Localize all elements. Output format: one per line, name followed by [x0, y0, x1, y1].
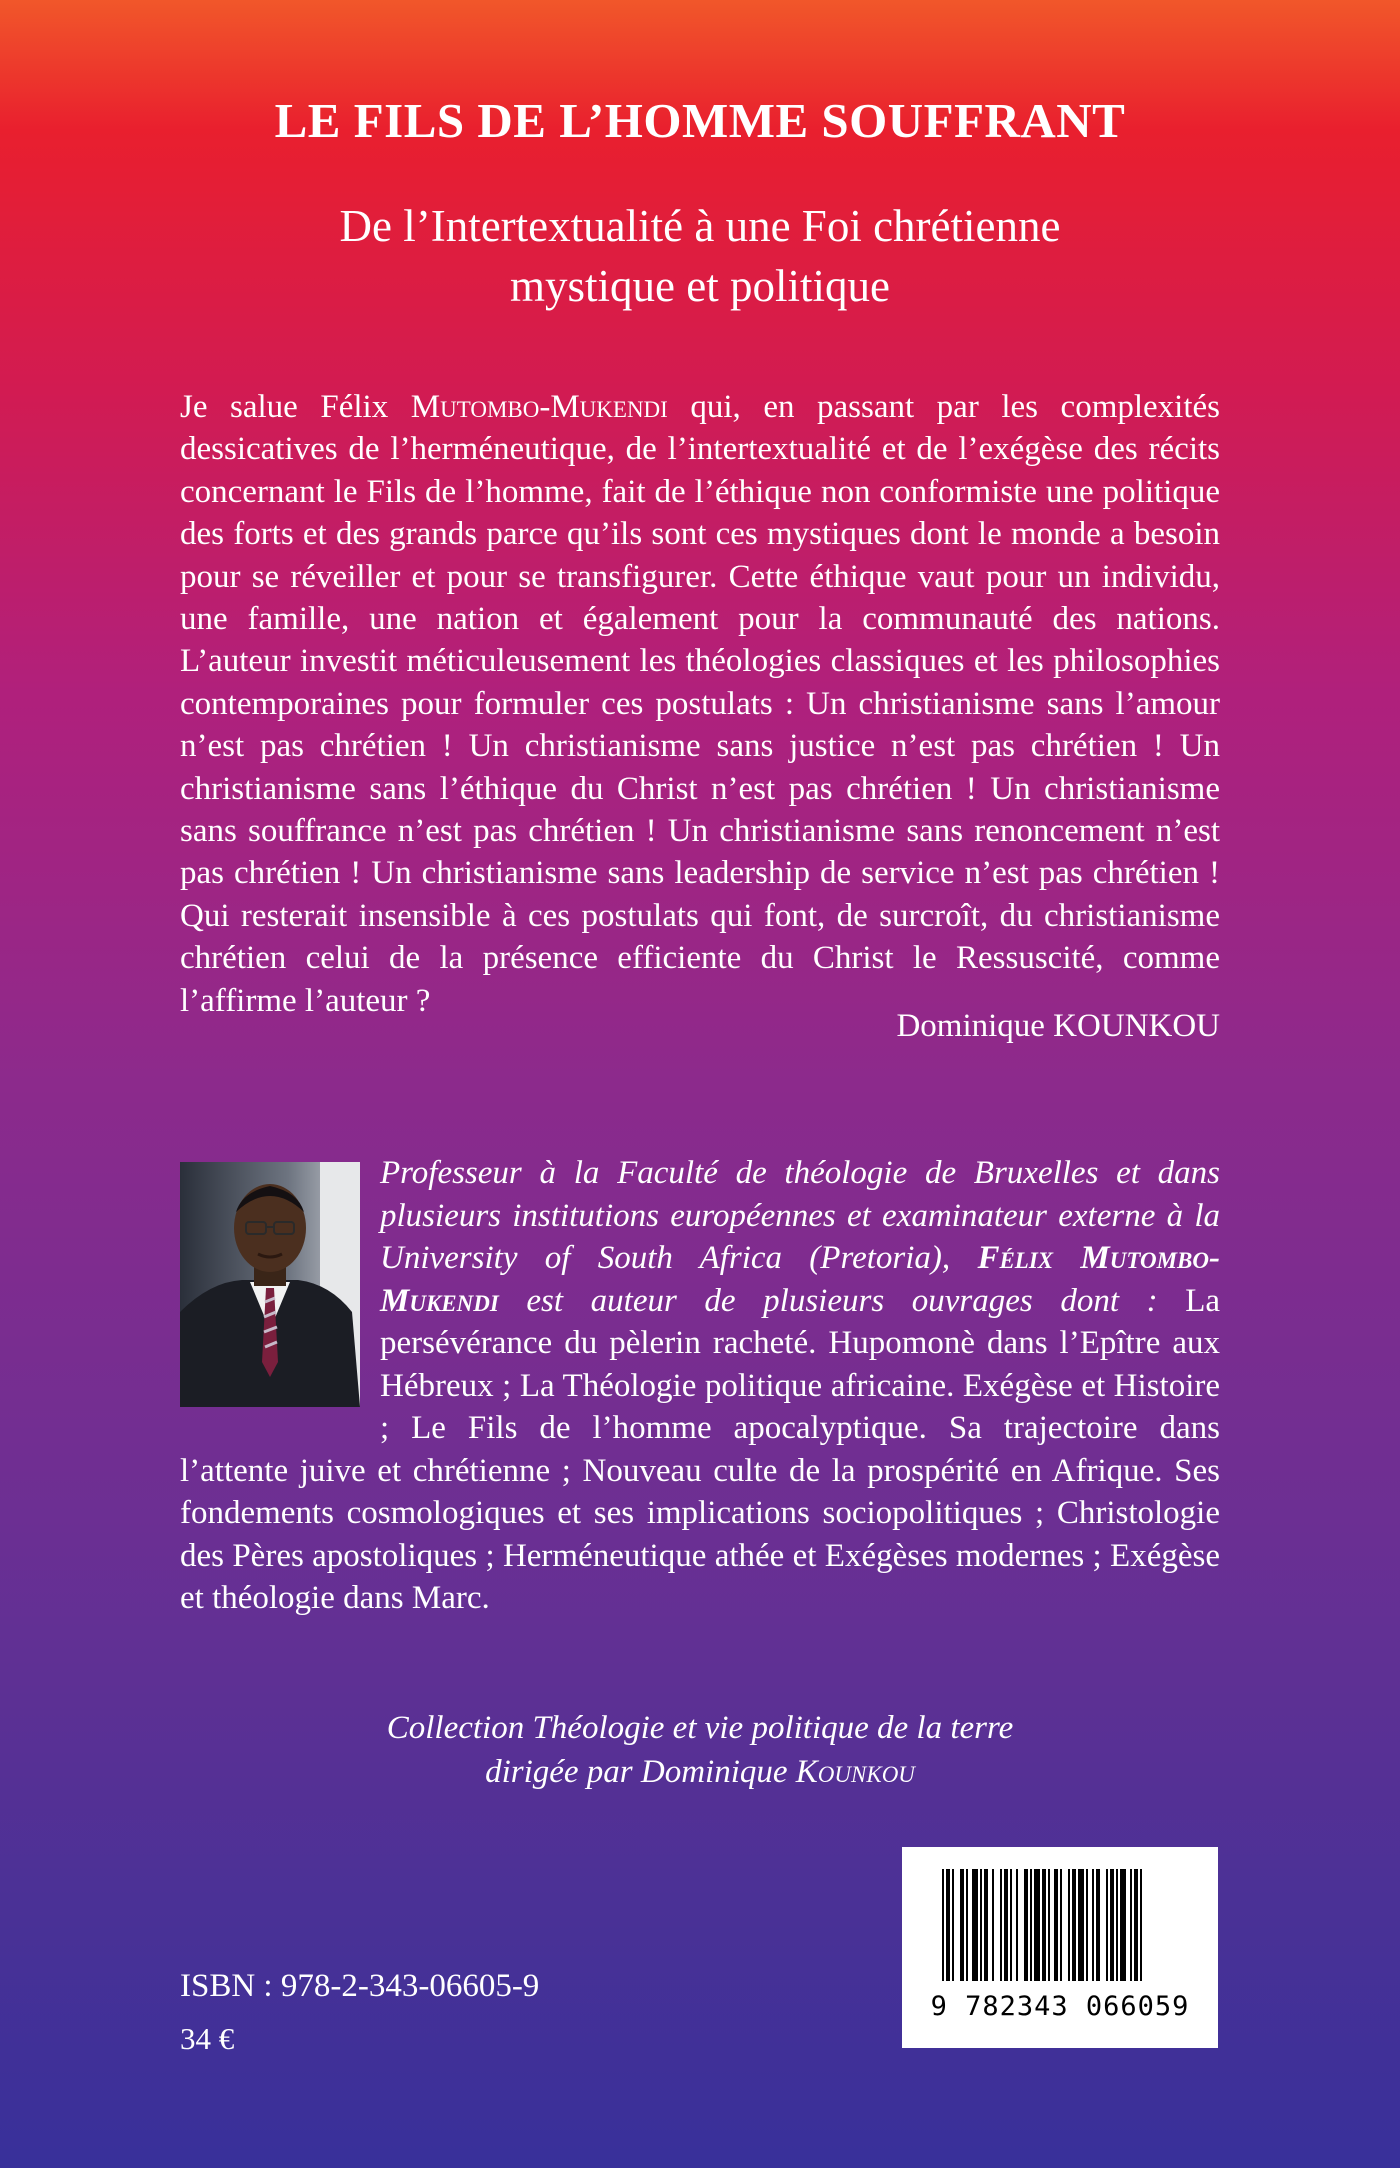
barcode-bar	[1092, 1869, 1094, 1981]
collection-info	[0, 1706, 1400, 1794]
barcode	[902, 1847, 1218, 2048]
barcode-bar	[980, 1869, 982, 1981]
barcode-bar	[1042, 1869, 1046, 1981]
barcode-bar	[1140, 1869, 1142, 1981]
barcode-bar	[1024, 1869, 1028, 1981]
blurb-body: qui, en passant par les complexités dessicatives de l’herméneutique, de l’intertextualité et de l’exégèse des récits concernant le Fils de l’homme, fait de l’éthique non conformiste une politique des forts et des grands parce qu’ils sont ces mystiques dont le monde a besoin pour se réveiller et pour se transfigurer. Cette éthique vaut pour un individu, une famille, une nation et également pour la communauté des nations. L’auteur investit méticuleusement les théologies classiques et les philosophies contemporaines pour formuler ces postulats : Un christianisme sans l’amour n’est pas chrétien ! Un christianisme sans justice n’est pas chrétien ! Un christianisme sans l’éthique du Christ n’est pas chrétien ! Un christianisme sans souffrance n’est pas chrétien ! Un christianisme sans renoncement n’est pas chrétien ! Un christianisme sans leadership de service n’est pas chrétien ! Qui resterait insensible à ces postulats qui font, de surcroît, du christianisme chrétien celui de la présence efficiente du Christ le Ressuscité, comme l’affirme l’auteur ?	[180, 389, 1220, 1019]
subtitle-line-1: De l’Intertextualité à une Foi chrétienne	[339, 201, 1061, 251]
barcode-bar	[946, 1869, 950, 1981]
bio-works-list: La persévérance du pèlerin racheté. Hupomonè dans l’Epître aux Hébreux ; La Théologie politique africaine. Exégèse et Histoire ; Le Fils de l’homme apocalyptique. Sa trajectoire dans l’attente juive et chrétienne ; Nouveau culte de la prospérité en Afrique. Ses fondements cosmologiques et ses implications sociopolitiques ; Christologie des Pères apostoliques ; Herméneutique athée et Exégèses modernes ; Exégèse et théologie dans Marc.	[180, 1282, 1220, 1616]
barcode-bar	[1072, 1869, 1076, 1981]
barcode-bars	[902, 1847, 1218, 1997]
barcode-bar	[1086, 1869, 1088, 1981]
book-title: LE FILS DE L’HOMME SOUFFRANT	[274, 93, 1126, 148]
bio-intro: Professeur à la Faculté de théologie de Bruxelles et dans plusieurs institutions européennes et examinateur externe à la University of South Africa (Pretoria),	[380, 1155, 1220, 1276]
barcode-bar	[1000, 1869, 1002, 1981]
bio-author-name: Félix Mutombo-Mukendi	[380, 1240, 1220, 1319]
barcode-bar	[1060, 1869, 1062, 1981]
barcode-bar	[1054, 1869, 1058, 1981]
barcode-bar	[1010, 1869, 1012, 1981]
back-cover-blurb	[180, 386, 1220, 1022]
barcode-bar	[984, 1869, 988, 1981]
barcode-bar	[1130, 1869, 1132, 1981]
collection-name: Collection Théologie et vie politique de la terre	[386, 1710, 1014, 1746]
blurb-signature: Dominique KOUNKOU	[896, 1008, 1220, 1044]
barcode-bar	[1106, 1869, 1108, 1981]
barcode-bar	[1030, 1869, 1032, 1981]
blurb-intro: Je salue Félix	[180, 389, 411, 425]
author-biography	[180, 1152, 1220, 1620]
book-subtitle	[0, 196, 1400, 316]
barcode-bar	[972, 1869, 978, 1981]
barcode-bar	[966, 1869, 968, 1981]
barcode-bar	[1078, 1869, 1084, 1981]
barcode-digits: 9 782343 066059	[930, 1991, 1190, 2022]
barcode-bar	[960, 1869, 964, 1981]
barcode-bar	[1034, 1869, 1040, 1981]
barcode-bar	[1016, 1869, 1018, 1981]
subtitle-line-2: mystique et politique	[510, 261, 890, 311]
barcode-bar	[952, 1869, 954, 1981]
barcode-bar	[1096, 1869, 1100, 1981]
barcode-bar	[1120, 1869, 1126, 1981]
collection-director: dirigée par Dominique Kounkou	[485, 1754, 915, 1790]
barcode-bar	[1116, 1869, 1118, 1981]
barcode-bar	[1004, 1869, 1008, 1981]
barcode-bar	[1134, 1869, 1138, 1981]
barcode-bar	[1068, 1869, 1070, 1981]
price: 34 €	[180, 2021, 235, 2056]
barcode-bar	[992, 1869, 994, 1981]
blurb-author-name: Mutombo-Mukendi	[410, 389, 668, 425]
bio-works-lead: est auteur de plusieurs ouvrages dont :	[498, 1282, 1186, 1319]
barcode-bar	[1110, 1869, 1114, 1981]
isbn: ISBN : 978-2-343-06605-9	[180, 1968, 540, 2004]
barcode-bar	[1048, 1869, 1050, 1981]
barcode-bar	[942, 1869, 944, 1981]
